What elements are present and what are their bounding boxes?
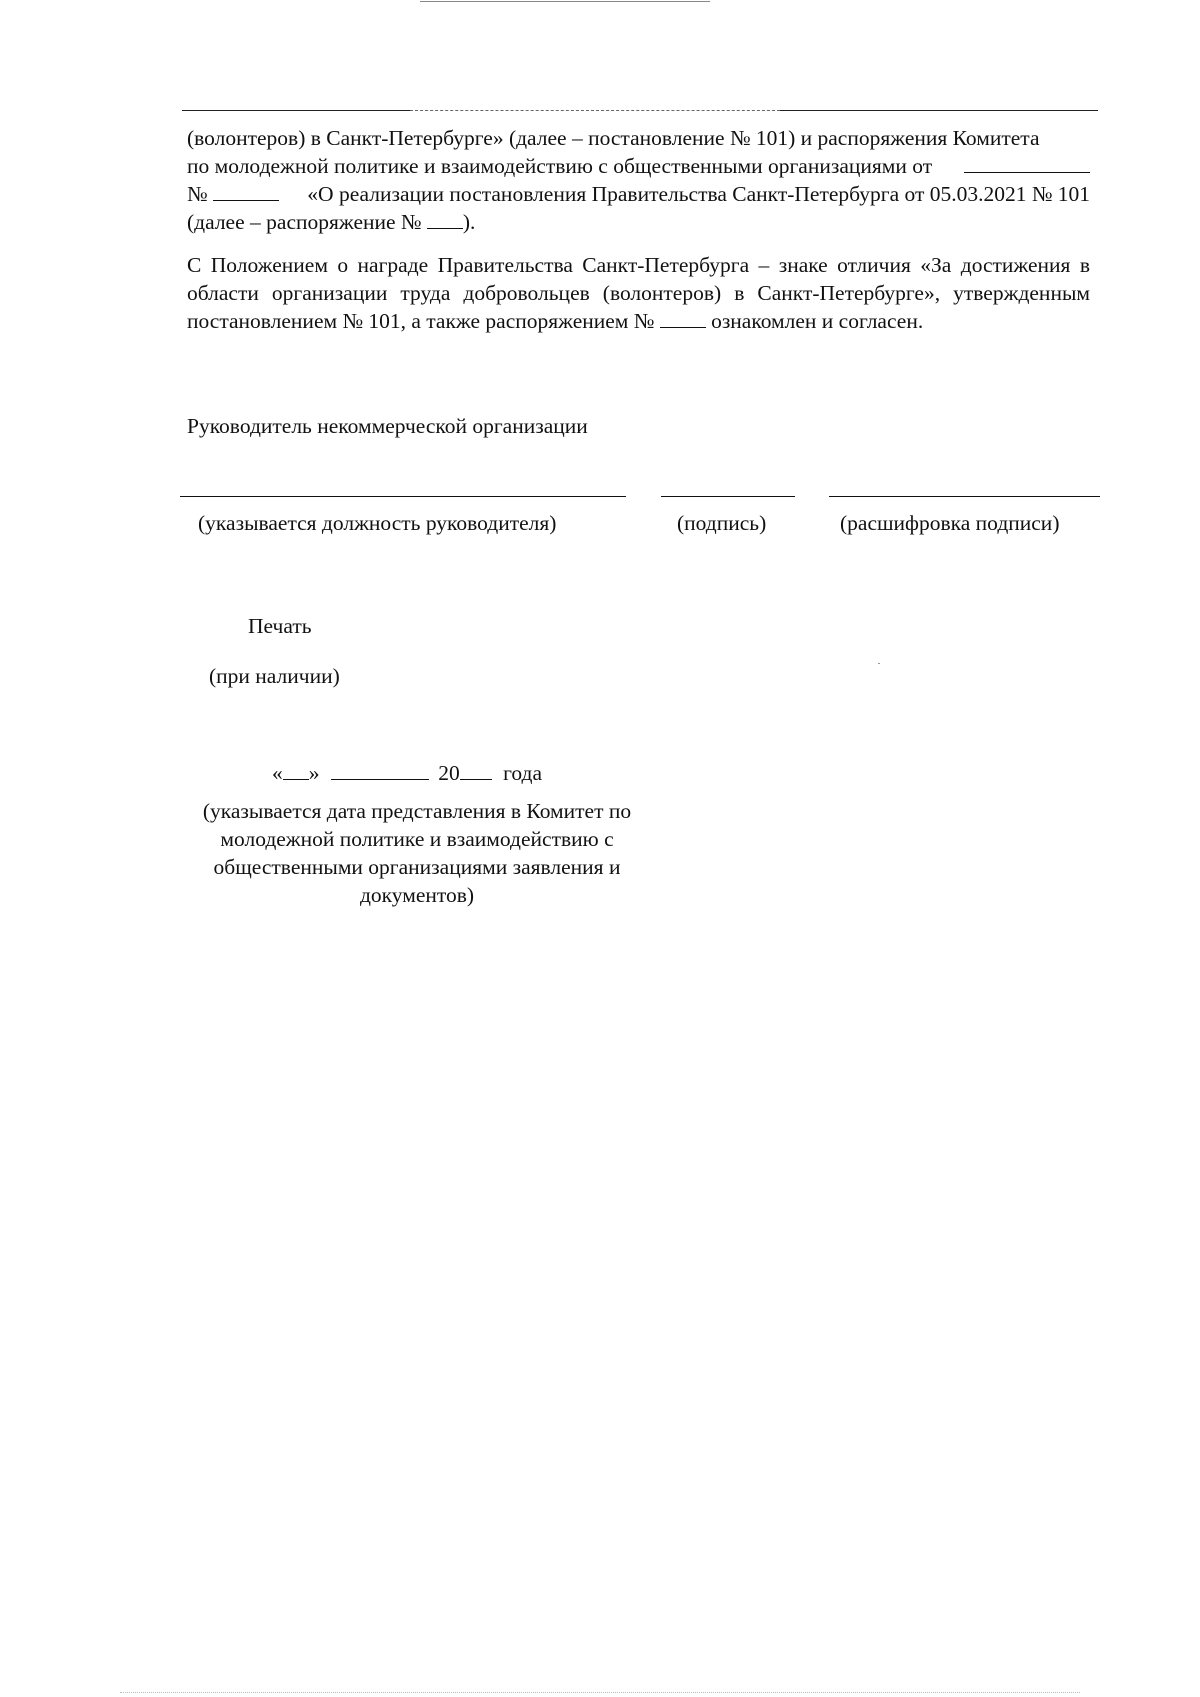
top-rule-right [780, 110, 1098, 111]
date-line [272, 759, 542, 787]
decoding-line [829, 496, 1100, 497]
number-sign: № [187, 182, 208, 206]
decoding-caption: (расшифровка подписи) [840, 511, 1060, 535]
paragraph1-line1: (волонтеров) в Санкт-Петербурге» (далее – постановление № 101) и распоряжения Комитета [187, 126, 1040, 150]
paragraph1-line4 [187, 208, 1090, 236]
paragraph1-line3-group [187, 180, 279, 208]
paragraph1-line4-b: ). [462, 210, 476, 234]
paragraph2-number-sign: № [633, 309, 655, 333]
top-rule [182, 110, 410, 111]
seal-label: Печать [248, 614, 312, 638]
position-caption: (указывается должность руководителя) [198, 511, 557, 535]
paragraph2-text: С Положением о награде Правительства Санкт-Петербурга – знаке отличия «За достижения в области организации труда добровольцев (волонтеров) в Санкт-Петербурге», утвержденным постановлением № 101, а также распоряжением [187, 253, 1090, 333]
year-blank [460, 759, 492, 780]
signature-heading: Руководитель некоммерческой организации [187, 414, 588, 438]
paragraph1-line2 [187, 152, 1090, 180]
position-line [180, 496, 626, 497]
paragraph-decree-reference [187, 124, 1090, 236]
paragraph1-line3-text: «О реализации постановления Правительства Санкт-Петербурга от 05.03.2021 № 101 [307, 182, 1090, 206]
month-blank [331, 759, 429, 780]
bottom-scan-artifact [120, 1692, 1080, 1693]
signature-caption: (подпись) [677, 511, 767, 535]
paragraph1-line4-a: (далее – распоряжение № [187, 210, 422, 234]
year-prefix: 20 [438, 761, 460, 785]
top-rule-faint [410, 110, 780, 111]
order-number-blank [213, 180, 279, 201]
date-close-quote: » [308, 761, 320, 785]
paragraph1-line3 [187, 180, 1090, 208]
paragraph1-line2-text: по молодежной политике и взаимодействию с общественными организациями от [187, 154, 933, 178]
paragraph2-tail: ознакомлен и согласен. [711, 309, 924, 333]
order-number-blank-2 [660, 307, 706, 328]
date-open-quote: « [272, 761, 283, 785]
scan-speck [878, 663, 880, 664]
top-scan-artifact [420, 1, 710, 2]
day-blank [283, 759, 309, 780]
date-caption: (указывается дата представления в Комитет по молодежной политике и взаимодействию с общественными организациями заявления и документов) [202, 799, 632, 907]
signature-line [661, 496, 795, 497]
order-date-blank [964, 152, 1090, 173]
year-suffix: года [503, 761, 543, 785]
seal-note: (при наличии) [209, 664, 340, 688]
paragraph-acknowledgement [187, 251, 1090, 335]
order-ref-blank [427, 208, 463, 229]
